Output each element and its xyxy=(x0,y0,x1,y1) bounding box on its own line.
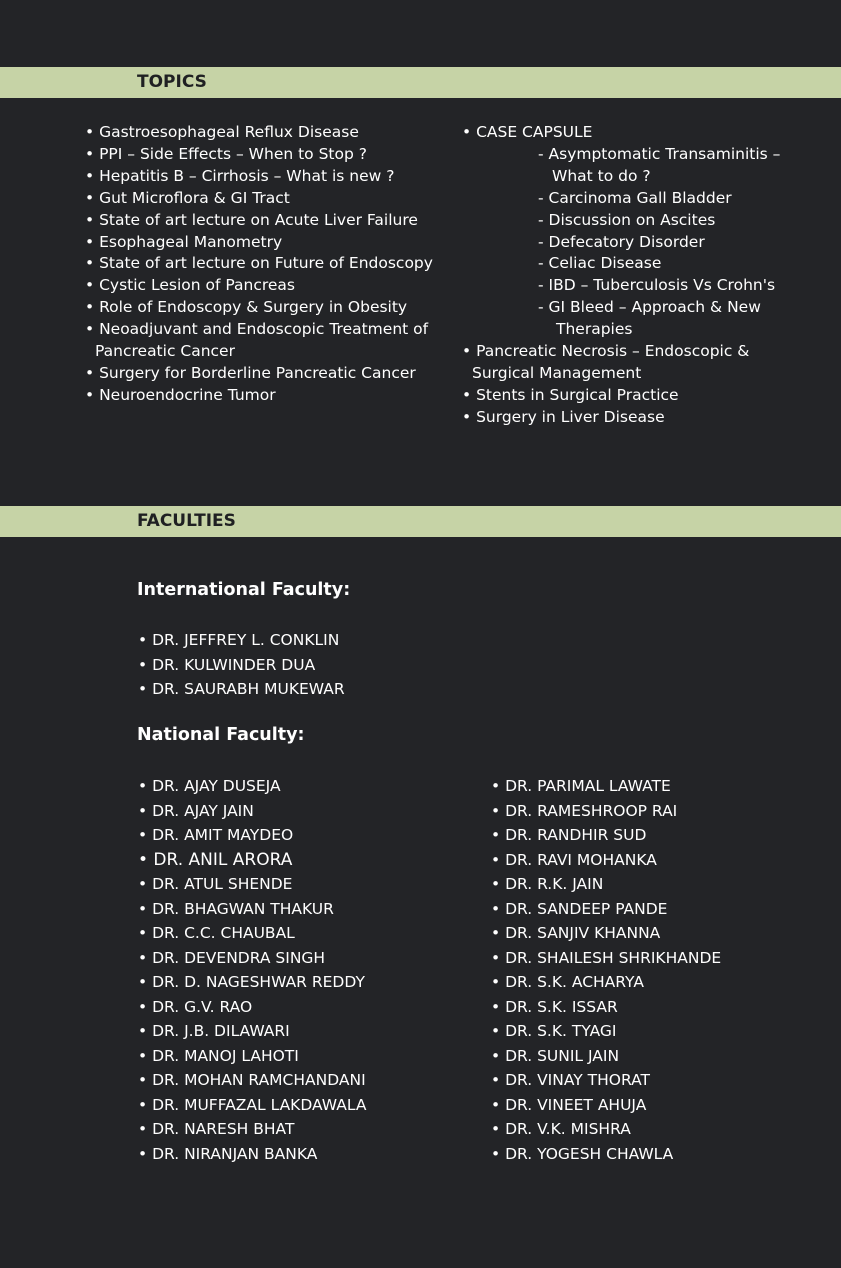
topic-item: • Surgery in Liver Disease xyxy=(462,407,665,426)
case-capsule-item: - IBD – Tuberculosis Vs Crohn's xyxy=(538,276,776,295)
case-capsule-item: - Carcinoma Gall Bladder xyxy=(538,188,732,207)
topics-heading: TOPICS xyxy=(137,72,207,92)
faculty-name: • DR. V.K. MISHRA xyxy=(491,1120,631,1138)
faculty-name: • DR. MOHAN RAMCHANDANI xyxy=(138,1071,366,1089)
topic-item-continuation: Surgical Management xyxy=(472,363,642,382)
faculty-name: • DR. VINEET AHUJA xyxy=(491,1095,647,1114)
faculty-name: • DR. YOGESH CHAWLA xyxy=(491,1144,674,1163)
case-capsule-item: - Discussion on Ascites xyxy=(538,210,716,229)
faculty-name: • DR. SANJIV KHANNA xyxy=(491,924,661,942)
faculties-header-band xyxy=(0,506,841,537)
faculty-name: • DR. SANDEEP PANDE xyxy=(491,899,668,918)
faculty-name: • DR. SAURABH MUKEWAR xyxy=(138,680,345,698)
national-faculty-heading: National Faculty: xyxy=(137,725,305,745)
topic-item: • State of art lecture on Future of Endoscopy xyxy=(85,254,433,273)
topic-item: • Esophageal Manometry xyxy=(85,232,283,251)
topics-right-list xyxy=(462,122,780,429)
case-capsule-item: - Celiac Disease xyxy=(538,254,662,273)
topic-item: • Neoadjuvant and Endoscopic Treatment of xyxy=(85,320,429,339)
faculty-name: • DR. AJAY DUSEJA xyxy=(138,777,281,795)
topics-left-list xyxy=(85,122,433,407)
national-faculty-left-list xyxy=(138,774,366,1166)
topic-item: • Gut Microflora & GI Tract xyxy=(85,188,290,207)
faculty-name: • DR. D. NAGESHWAR REDDY xyxy=(138,973,365,991)
national-faculty-right-list xyxy=(491,774,721,1166)
topic-item: • Neuroendocrine Tumor xyxy=(85,385,276,404)
faculty-name: • DR. RANDHIR SUD xyxy=(491,826,647,844)
topic-item: • Role of Endoscopy & Surgery in Obesity xyxy=(85,298,408,317)
case-capsule-item: - Asymptomatic Transaminitis – xyxy=(538,144,781,163)
faculty-name: • DR. ANIL ARORA xyxy=(138,849,293,870)
faculty-name: • DR. NARESH BHAT xyxy=(138,1120,295,1138)
faculty-name: • DR. AJAY JAIN xyxy=(138,801,254,820)
faculties-heading: FACULTIES xyxy=(137,511,236,531)
topic-item: • CASE CAPSULE xyxy=(462,123,593,141)
topic-item: • Pancreatic Necrosis – Endoscopic & xyxy=(462,342,750,361)
faculty-name: • DR. MANOJ LAHOTI xyxy=(138,1046,299,1065)
faculty-name: • DR. VINAY THORAT xyxy=(491,1071,650,1089)
faculty-name: • DR. NIRANJAN BANKA xyxy=(138,1144,318,1163)
faculty-name: • DR. MUFFAZAL LAKDAWALA xyxy=(138,1095,367,1114)
faculty-name: • DR. RAVI MOHANKA xyxy=(491,850,657,869)
case-capsule-item-continuation: Therapies xyxy=(556,320,633,339)
international-faculty-list xyxy=(138,628,345,702)
faculty-name: • DR. DEVENDRA SINGH xyxy=(138,948,326,967)
faculty-name: • DR. G.V. RAO xyxy=(138,997,253,1016)
faculty-name: • DR. S.K. TYAGI xyxy=(491,1022,617,1040)
faculty-name: • DR. SUNIL JAIN xyxy=(491,1046,620,1065)
faculty-name: • DR. R.K. JAIN xyxy=(491,875,604,893)
faculty-name: • DR. KULWINDER DUA xyxy=(138,655,316,674)
topic-item: • Hepatitis B – Cirrhosis – What is new ? xyxy=(85,166,395,185)
topics-header-band xyxy=(0,67,841,98)
faculty-name: • DR. ATUL SHENDE xyxy=(138,875,293,893)
topic-item: • Gastroesophageal Reflux Disease xyxy=(85,123,359,141)
international-faculty-heading: International Faculty: xyxy=(137,580,351,600)
faculty-name: • DR. BHAGWAN THAKUR xyxy=(138,899,334,918)
topic-item-continuation: Pancreatic Cancer xyxy=(95,342,235,361)
topic-item: • PPI – Side Effects – When to Stop ? xyxy=(85,144,367,163)
faculty-name: • DR. RAMESHROOP RAI xyxy=(491,801,678,820)
faculty-name: • DR. S.K. ACHARYA xyxy=(491,973,644,991)
topic-item: • Surgery for Borderline Pancreatic Cancer xyxy=(85,363,416,382)
faculty-name: • DR. SHAILESH SHRIKHANDE xyxy=(491,948,722,967)
faculty-name: • DR. JEFFREY L. CONKLIN xyxy=(138,631,340,649)
faculty-name: • DR. AMIT MAYDEO xyxy=(138,826,294,844)
faculty-name: • DR. C.C. CHAUBAL xyxy=(138,924,295,942)
case-capsule-item: - GI Bleed – Approach & New xyxy=(538,298,761,317)
case-capsule-item: - Defecatory Disorder xyxy=(538,232,705,251)
faculty-name: • DR. PARIMAL LAWATE xyxy=(491,777,671,795)
faculty-name: • DR. J.B. DILAWARI xyxy=(138,1022,290,1040)
topic-item: • Stents in Surgical Practice xyxy=(462,385,679,404)
topic-item: • Cystic Lesion of Pancreas xyxy=(85,276,295,295)
faculty-name: • DR. S.K. ISSAR xyxy=(491,997,618,1016)
topic-item: • State of art lecture on Acute Liver Failure xyxy=(85,210,418,229)
case-capsule-item-continuation: What to do ? xyxy=(552,166,651,185)
